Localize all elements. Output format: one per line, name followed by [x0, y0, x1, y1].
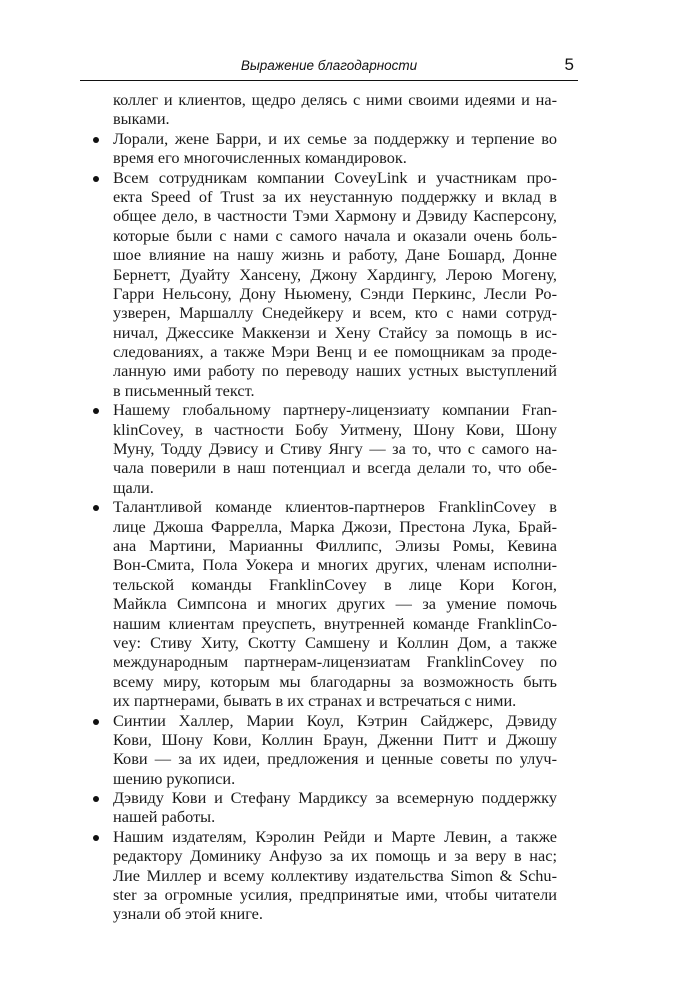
text-line: Лорали, жене Барри, и их семье за поддержку и терпение во: [113, 128, 557, 148]
text-line: Дэвиду Кови и Стефану Мардиксу за всемерную поддержку: [113, 788, 557, 808]
text-line: Нашему глобальному партнеру-лицензиату компании Fran-: [113, 400, 557, 420]
text-line: ланную ими работу по переводу наших устных выступлений: [113, 361, 557, 381]
text-line: время его многочисленных командировок.: [113, 148, 407, 168]
acknowledgements-list: [113, 90, 557, 924]
text-line: ана Мартини, Марианны Филлипс, Элизы Ромы, Кевина: [113, 535, 557, 555]
list-item: [113, 711, 557, 789]
text-line: екта Speed of Trust за их неустанную поддержку и вклад в: [113, 186, 557, 206]
text-line: узнали об этой книге.: [113, 904, 263, 924]
text-line: Синтии Халлер, Марии Коул, Кэтрин Сайджерс, Дэвиду: [113, 710, 557, 730]
text-line: vey: Стиву Хиту, Скотту Самшену и Коллин Дом, а также: [113, 632, 557, 652]
text-line: щали.: [113, 477, 154, 497]
text-line: которые были с нами с самого начала и оказали очень боль-: [113, 225, 557, 245]
text-line: тельской команды FranklinCovey в лице Кори Когон,: [113, 574, 557, 594]
text-line: нашей работы.: [113, 807, 216, 827]
text-line: Вон-Смита, Пола Уокера и многих других, членам исполни-: [113, 555, 557, 575]
text-line: чала поверили в наш потенциал и всегда делали то, что обе-: [113, 458, 557, 478]
text-line: Муну, Тодду Дэвису и Стиву Янгу — за то, что с самого на-: [113, 439, 557, 459]
list-item: [113, 788, 557, 827]
text-line: klinCovey, в частности Бобу Уитмену, Шону Кови, Шону: [113, 419, 557, 439]
text-line: Нашим издателям, Кэролин Рейди и Марте Левин, а также: [113, 826, 557, 846]
text-line: Всем сотрудникам компании CoveyLink и участникам про-: [113, 167, 557, 187]
bullet-icon: [93, 719, 99, 725]
text-line: Лие Миллер и всему коллективу издательства Simon & Schu-: [113, 865, 557, 885]
text-line: шое влияние на нашу жизнь и работу, Дане Бошард, Донне: [113, 245, 557, 265]
text-line: всему миру, которым мы благодарны за возможность быть: [113, 671, 557, 691]
text-line: общее дело, в частности Тэми Хармону и Дэвиду Касперсону,: [113, 206, 557, 226]
list-item: [113, 90, 557, 129]
list-item: [113, 168, 557, 401]
text-line: международным партнерам-лицензиатам FranklinCovey по: [113, 652, 557, 672]
bullet-icon: [93, 176, 99, 182]
text-line: выками.: [113, 109, 170, 129]
text-line: нашим клиентам преуспеть, внутренней команде FranklinCo-: [113, 613, 557, 633]
text-line: узверен, Маршаллу Снедейкеру и всем, кто с нами сотруд-: [113, 303, 557, 323]
bullet-icon: [93, 408, 99, 414]
text-line: Майкла Симпсона и многих других — за умение помочь: [113, 594, 557, 614]
list-item: [113, 827, 557, 924]
text-line: коллег и клиентов, щедро делясь с ними своими идеями и на-: [113, 90, 557, 109]
text-line: Талантливой команде клиентов-партнеров FranklinCovey в: [113, 497, 557, 517]
page-number: 5: [564, 55, 574, 74]
text-line: шению рукописи.: [113, 768, 236, 788]
list-item: [113, 129, 557, 168]
running-header: [80, 56, 578, 81]
text-line: в письменный текст.: [113, 380, 255, 400]
header-title: Выражение благодарности: [240, 58, 418, 73]
text-line: ster за огромные усилия, предпринятые ими, чтобы читатели: [113, 885, 557, 905]
bullet-icon: [93, 796, 99, 802]
text-line: редактору Доминику Анфузо за их помощь и за веру в нас;: [113, 846, 557, 866]
text-line: Гарри Нельсону, Дону Ньюмену, Сэнди Перкинс, Лесли Ро-: [113, 283, 557, 303]
bullet-icon: [93, 137, 99, 143]
bullet-icon: [93, 505, 99, 511]
text-line: Кови, Шону Кови, Коллин Браун, Дженни Питт и Джошу: [113, 729, 557, 749]
text-line: лице Джоша Фаррелла, Марка Джози, Престона Лука, Брай-: [113, 516, 557, 536]
list-item: [113, 400, 557, 497]
list-item: [113, 497, 557, 710]
text-line: их партнерами, бывать в их странах и встречаться с ними.: [113, 691, 517, 711]
text-line: следованиях, а также Мэри Венц и ее помощникам за проде-: [113, 342, 557, 362]
text-line: Кови — за их идеи, предложения и ценные советы по улуч-: [113, 749, 557, 769]
text-line: Бернетт, Дуайту Хансену, Джону Хардингу, Лерою Могену,: [113, 264, 557, 284]
bullet-icon: [93, 835, 99, 841]
text-line: ничал, Джессике Маккензи и Хену Стайсу за помощь в ис-: [113, 322, 557, 342]
